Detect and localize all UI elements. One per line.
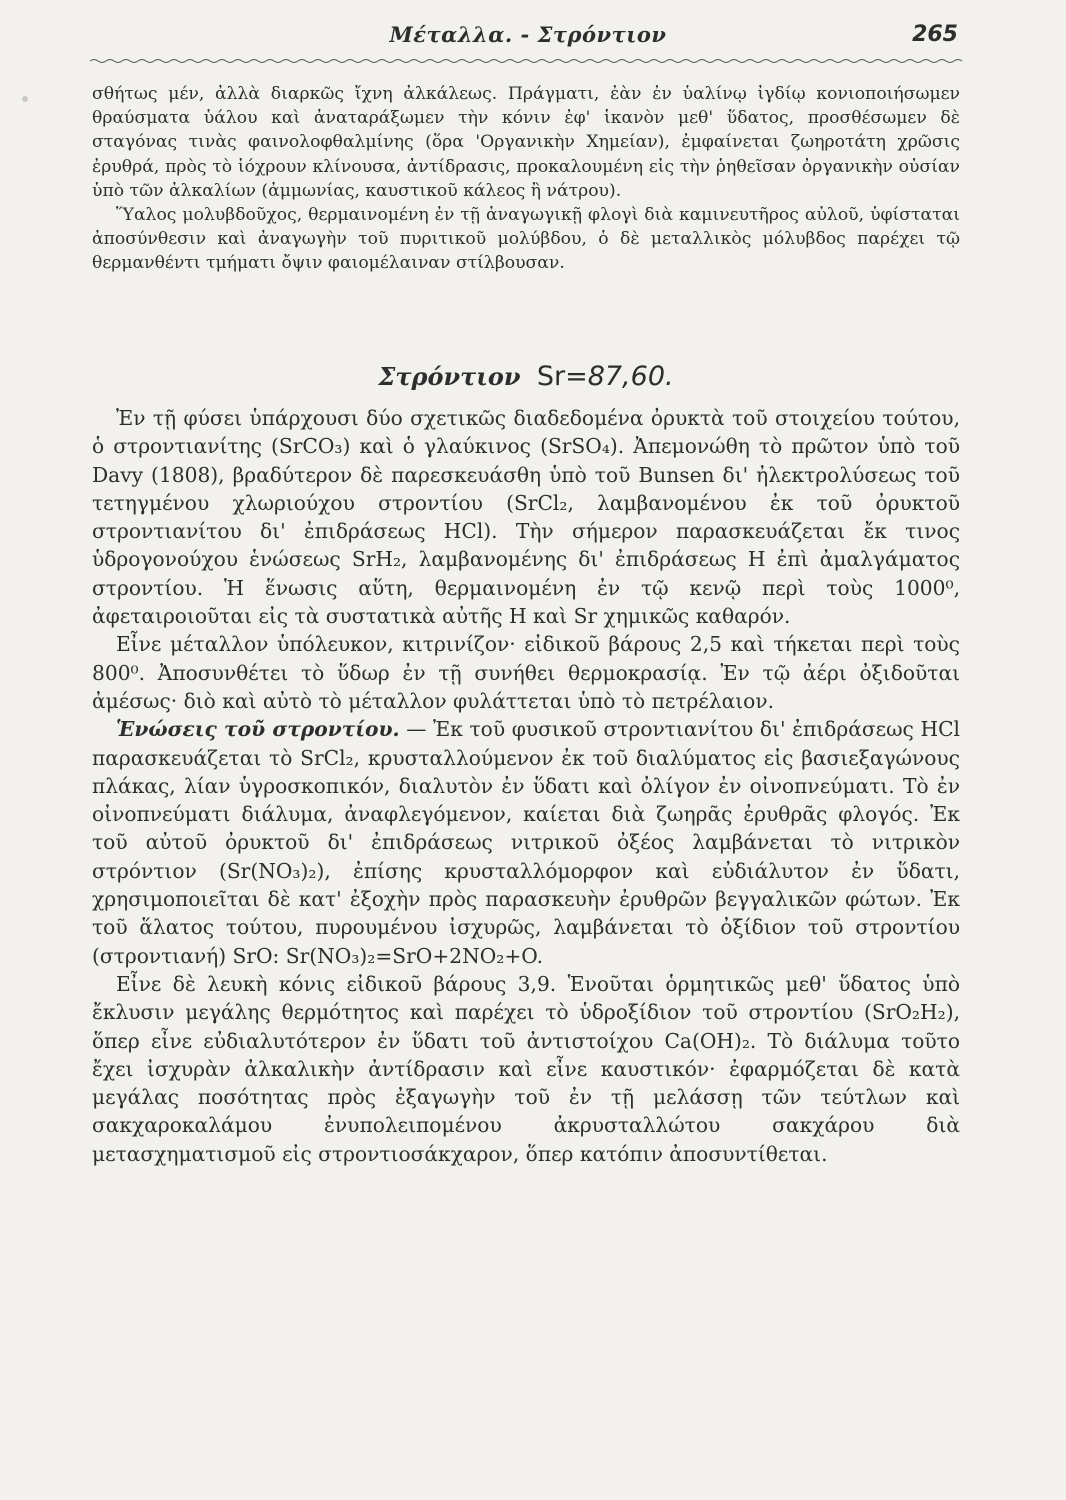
paragraph-oxide: Εἶνε δὲ λευκὴ κόνις εἰδικοῦ βάρους 3,9. Ἑνοῦται ὁρμητικῶς μεθ' ὕδατος ὑπὸ ἔκλυσιν μεγάλης θερμότητος καὶ παρέχει τὸ ὑδροξίδιον τοῦ στροντίου (SrO₂H₂), ὅπερ εἶνε εὐδιαλυτότερον ἐν ὕδατι τοῦ ἀντιστοίχου Ca(OH)₂. Τὸ διάλυμα τοῦτο ἔχει ἰσχυρὰν ἀλκαλικὴν ἀντίδρασιν καὶ εἶνε καυστικόν· ἐφαρμόζεται δὲ κατὰ μεγάλας ποσότητας πρὸς ἐξαγωγὴν τοῦ ἐν τῇ μελάσσῃ τῶν τεύτλων καὶ σακχαροκαλάμου ἐνυπολειπομένου ἀκρυσταλλώτου σακχάρου διὰ μετασχηματισμοῦ εἰς στροντιοσάκχαρον, ὅπερ κατόπιν ἀποσυντίθεται. <box>92 971 960 1166</box>
page-number: 265 <box>912 22 958 47</box>
strontium-section-text <box>92 404 960 1168</box>
section-title: Στρόντιον <box>378 362 521 391</box>
paragraph-compounds <box>92 715 960 970</box>
paragraph-properties: Εἶνε μέταλλον ὑπόλευκον, κιτρινίζον· εἰδικοῦ βάρους 2,5 καὶ τήκεται περὶ τοὺς 800⁰. Ἀποσυνθέτει τὸ ὕδωρ ἐν τῇ συνήθει θερμοκρασίᾳ. Ἐν τῷ ἀέρι ὀξιδοῦται ἀμέσως· διὸ καὶ αὐτὸ τὸ μέταλλον φυλάττεται ὑπὸ τὸ πετρέλαιον. <box>92 632 960 713</box>
section-heading <box>92 360 960 394</box>
paragraph-alkali-test: σθήτως μέν, ἀλλὰ διαρκῶς ἴχνη ἀλκάλεως. Πράγματι, ἐὰν ἐν ὑαλίνῳ ἰγδίῳ κονιοποιήσωμεν θραύσματα ὑάλου καὶ ἀναταράξωμεν τὴν κόνιν ἐφ' ἱκανὸν μεθ' ὕδατος, προσθέσωμεν δὲ σταγόνας τινὰς φαινολοφθαλμίνης (ὅρα 'Οργανικὴν Χημείαν), ἐμφαίνεται ζωηροτάτη χρῶσις ἐρυθρά, πρὸς τὸ ἰόχρουν κλίνουσα, ἀντίδρασις, προκαλουμένη εἰς τὴν ῥηθεῖσαν ὀργανικὴν οὐσίαν ὑπὸ τῶν ἀλκαλίων (ἀμμωνίας, καυστικοῦ κάλεος ἢ νάτρου). <box>92 84 960 201</box>
paragraph-occurrence: Ἐν τῇ φύσει ὑπάρχουσι δύο σχετικῶς διαδεδομένα ὀρυκτὰ τοῦ στοιχείου τούτου, ὁ στροντιανίτης (SrCO₃) καὶ ὁ γλαύκινος (SrSO₄). Ἀπεμονώθη τὸ πρῶτον ὑπὸ τοῦ Davy (1808), βραδύτερον δὲ παρεσκευάσθη ὑπὸ τοῦ Bunsen δι' ἠλεκτρολύσεως τοῦ τετηγμένου χλωριούχου στροντίου (SrCl₂, λαμβανομένου ἐκ τοῦ ὀρυκτοῦ στροντιανίτου δι' ἐπιδράσεως HCl). Τὴν σήμερον παρασκευάζεται ἔκ τινος ὑδρογονούχου ἑνώσεως SrH₂, λαμβανομένης δι' ἐπιδράσεως H ἐπὶ ἀμαλγάματος στροντίου. Ἡ ἕνωσις αὕτη, θερμαινομένη ἐν τῷ κενῷ περὶ τοὺς 1000⁰, ἀφεταιροιοῦται εἰς τὰ συστατικὰ αὐτῆς H καὶ Sr χημικῶς καθαρόν. <box>92 406 960 629</box>
scan-speck <box>22 96 28 102</box>
atomic-weight-formula <box>537 361 674 392</box>
atomic-weight: 87,60. <box>587 361 674 392</box>
compounds-text: — Ἐκ τοῦ φυσικοῦ στροντιανίτου δι' ἐπιδράσεως HCl παρασκευάζεται τὸ SrCl₂, κρυσταλλούμενον ἐκ τοῦ διαλύματος εἰς βασιεξαγώνους πλάκας, λίαν ὑγροσκοπικόν, διαλυτὸν ἐν ὕδατι καὶ ὀλίγον ἐν οἰνοπνεύματι. Τὸ ἐν οἰνοπνεύματι διάλυμα, ἀναφλεγόμενον, καίεται διὰ ζωηρᾶς ἐρυθρᾶς φλογός. Ἐκ τοῦ αὐτοῦ ὀρυκτοῦ δι' ἐπιδράσεως νιτρικοῦ ὀξέος λαμβάνεται τὸ νιτρικὸν στρόντιον (Sr(NO₃)₂), ἐπίσης κρυσταλλόμορφον καὶ εὐδιάλυτον ἐν ὕδατι, χρησιμοποιεῖται δὲ κατ' ἐξοχὴν πρὸς παρασκευὴν ἐρυθρῶν βεγγαλικῶν φώτων. Ἐκ τοῦ ἅλατος τούτου, πυρουμένου ἰσχυρῶς, λαμβάνεται τὸ ὀξίδιον τοῦ στροντίου (στροντιανή) SrO: Sr(NO₃)₂=SrO+2NO₂+O. <box>92 717 960 968</box>
element-symbol: Sr= <box>536 361 588 392</box>
compounds-heading: Ἑνώσεις τοῦ στροντίου. <box>116 717 400 742</box>
paragraph-lead-glass: Ὕαλος μολυβδοῦχος, θερμαινομένη ἐν τῇ ἀναγωγικῇ φλογὶ διὰ καμινευτῆρος αὐλοῦ, ὑφίσταται ἀποσύνθεσιν καὶ ἀναγωγὴν τοῦ πυριτικοῦ μολύβδου, ὁ δὲ μεταλλικὸς μόλυβδος παρέχει τῷ θερμανθέντι τμήματι ὄψιν φαιομέλαιναν στίλβουσαν. <box>92 205 960 274</box>
wavy-rule-graphic <box>90 58 966 64</box>
page-header <box>90 16 966 66</box>
preceding-section-text <box>92 82 960 276</box>
running-head: Μέταλλα. - Στρόντιον <box>389 22 667 47</box>
header-wavy-rule <box>90 58 966 64</box>
